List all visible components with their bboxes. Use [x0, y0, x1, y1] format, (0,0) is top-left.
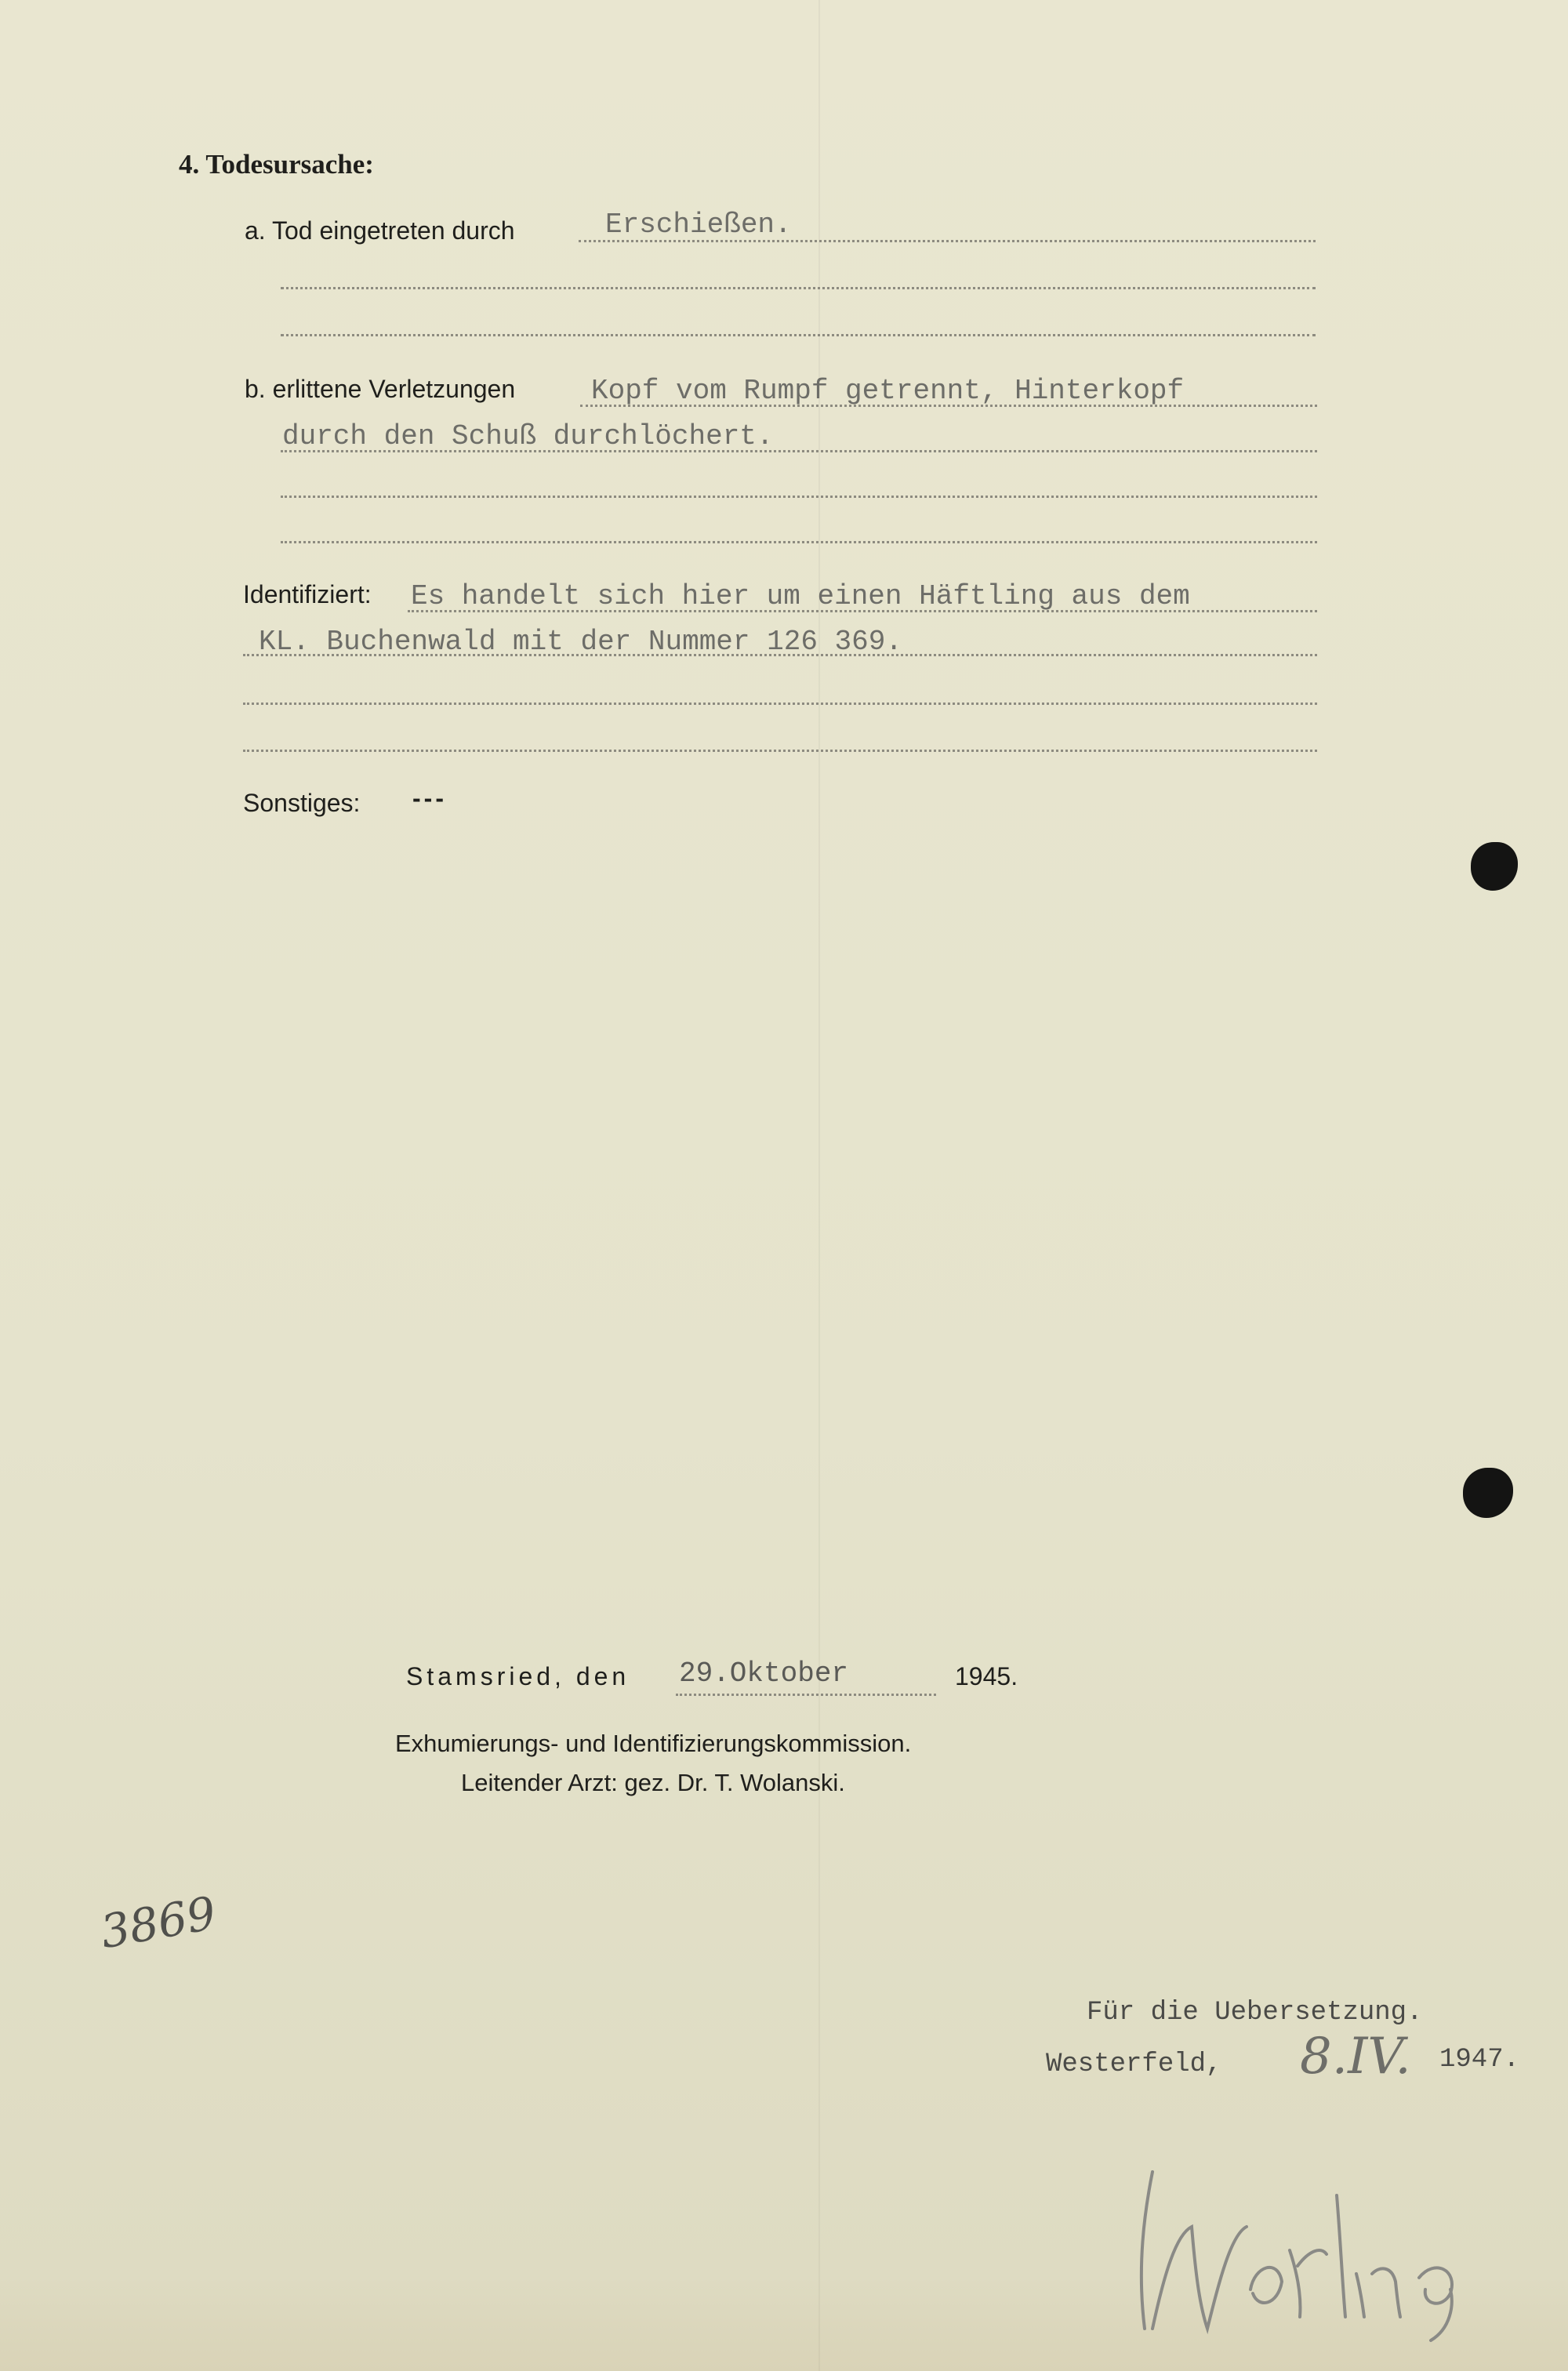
injuries-line-1: Kopf vom Rumpf getrennt, Hinterkopf — [591, 375, 1185, 407]
cause-label: a. Tod eingetreten durch — [245, 216, 515, 245]
handwritten-signature — [1121, 2148, 1482, 2344]
date-value: 29.Oktober — [679, 1658, 849, 1690]
other-label: Sonstiges: — [243, 789, 361, 817]
year-value: 1945. — [955, 1662, 1018, 1690]
fill-line — [243, 654, 1317, 656]
translation-date-handwritten: 8.IV. — [1300, 2028, 1411, 2086]
other-value: --- — [412, 784, 447, 812]
doctor-line: Leitender Arzt: gez. Dr. T. Wolanski. — [461, 1769, 845, 1796]
marginal-number: 3869 — [96, 1886, 220, 1959]
fill-line — [281, 541, 1317, 543]
fill-line — [243, 703, 1317, 705]
place-label: Stamsried, den — [406, 1662, 630, 1690]
fill-line — [281, 450, 1317, 452]
fill-line — [281, 496, 1317, 498]
translation-place: Westerfeld, — [1046, 2050, 1222, 2079]
fill-line — [579, 240, 1316, 242]
injuries-label: b. erlittene Verletzungen — [245, 375, 516, 403]
injuries-line-2: durch den Schuß durchlöchert. — [282, 420, 774, 452]
paper-fold — [818, 0, 820, 2371]
fill-line — [676, 1694, 936, 1696]
fill-line — [281, 334, 1316, 336]
translation-year: 1947. — [1439, 2045, 1520, 2075]
fill-line — [408, 610, 1317, 612]
cause-value: Erschießen. — [605, 209, 792, 241]
identified-label: Identifiziert: — [243, 580, 372, 608]
fill-line — [243, 750, 1317, 752]
identified-line-2: KL. Buchenwald mit der Nummer 126 369. — [259, 626, 902, 658]
fill-line — [580, 405, 1317, 407]
commission-name: Exhumierungs- und Identifizierungskommission. — [395, 1730, 912, 1757]
section-heading: 4. Todesursache: — [179, 149, 374, 180]
identified-line-1: Es handelt sich hier um einen Häftling aus dem — [411, 580, 1190, 612]
translation-certification: Für die Uebersetzung. — [1087, 1998, 1423, 2028]
fill-line — [281, 287, 1316, 289]
